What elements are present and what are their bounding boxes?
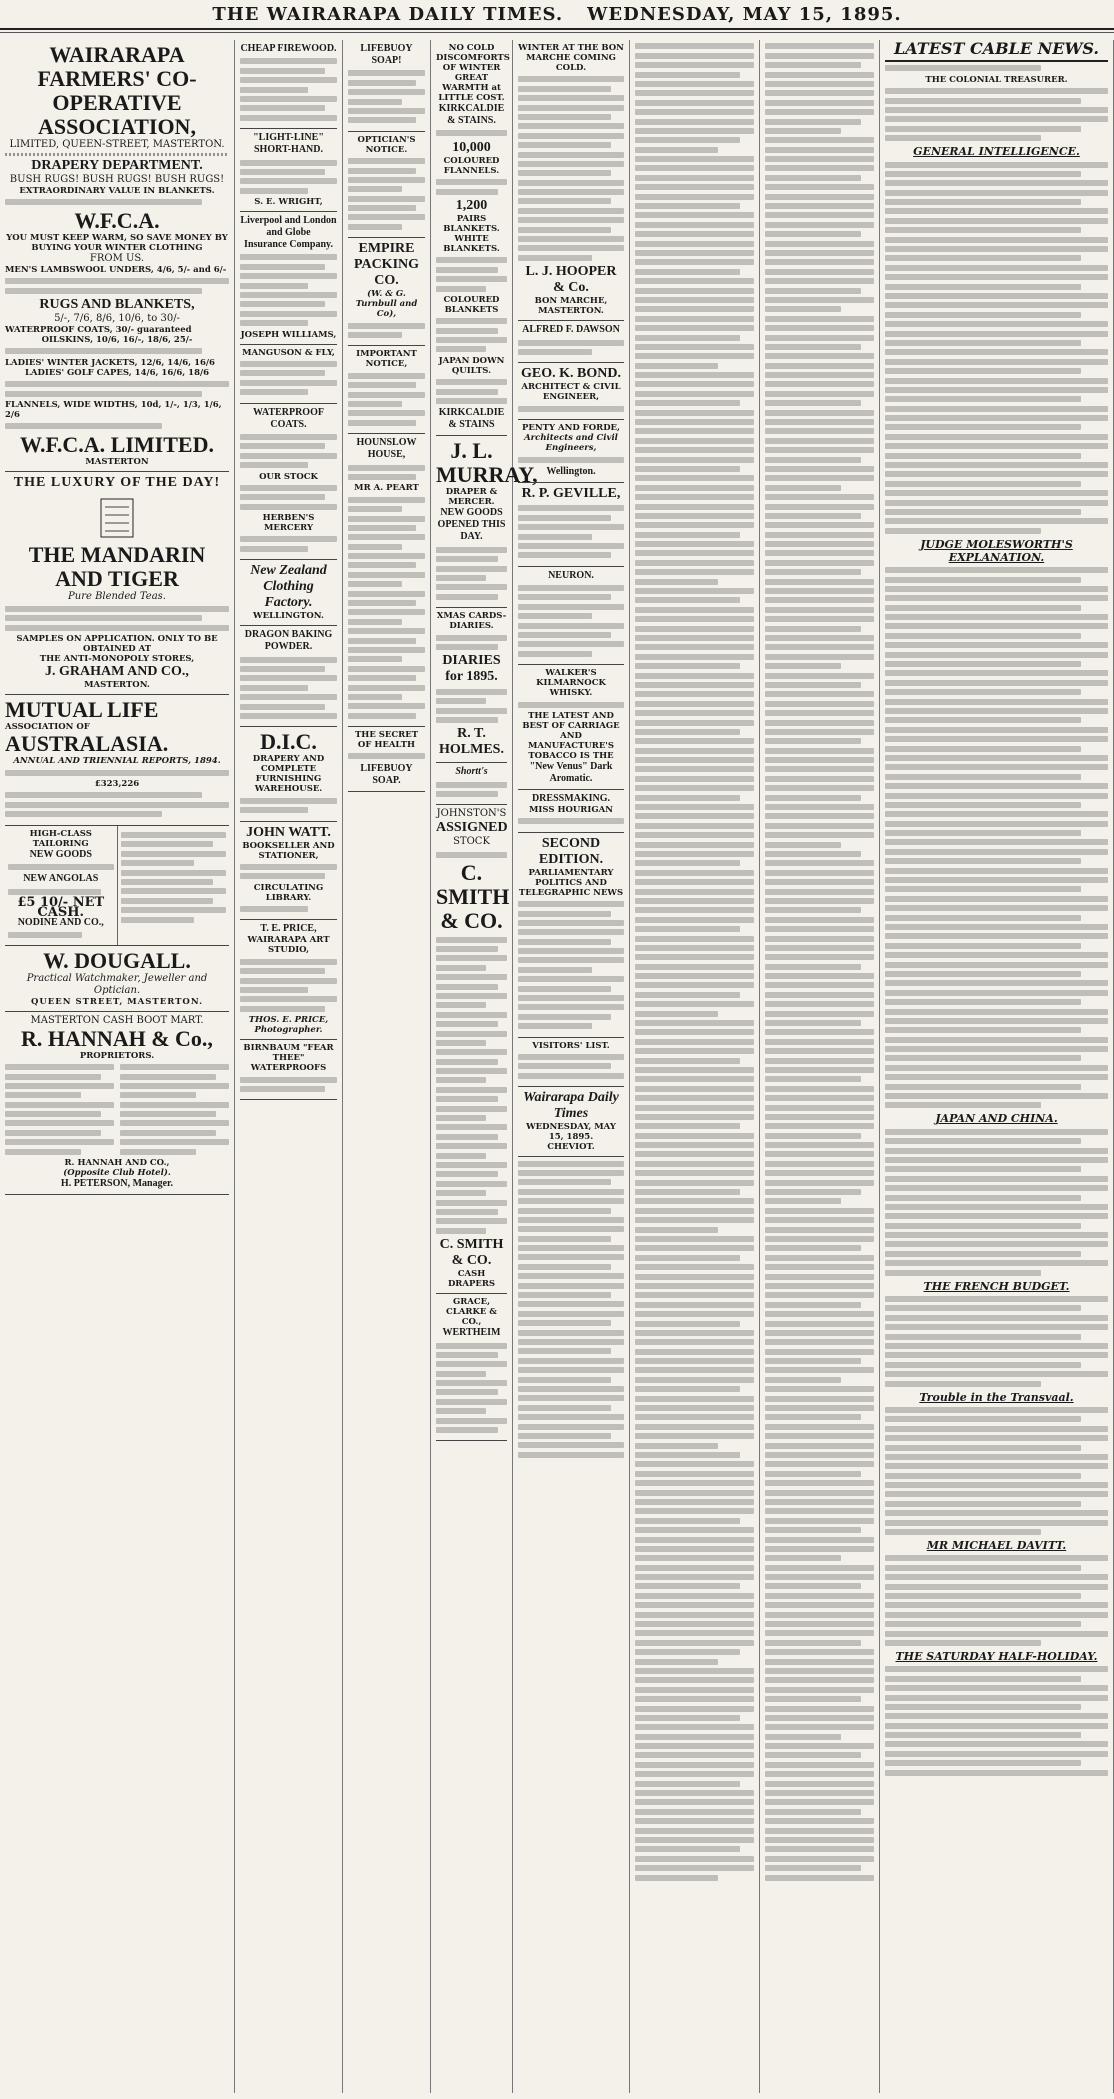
te-price: T. E. PRICE, bbox=[260, 923, 317, 935]
masthead-rule bbox=[0, 32, 1114, 33]
editorial-masthead bbox=[518, 1087, 624, 1157]
samples-line: SAMPLES ON APPLICATION. ONLY TO BE OBTAINED AT bbox=[16, 634, 218, 655]
shortts-ad bbox=[436, 763, 507, 805]
judge-molesworth: JUDGE MOLESWORTH'S EXPLANATION. bbox=[920, 537, 1073, 564]
waterproof-coats: WATERPROOF COATS, 30/- guaranteed bbox=[5, 324, 192, 335]
nodine-co: NODINE AND CO., bbox=[17, 916, 104, 928]
mutual-life-ad bbox=[5, 695, 229, 825]
birnbaum: BIRNBAUM "FEAR THEE" WATERPROOFS bbox=[243, 1043, 334, 1074]
kirkcaldie-ad bbox=[436, 40, 510, 436]
great-warmth: GREAT WARMTH at LITTLE COST. bbox=[438, 73, 505, 103]
secret-health: THE SECRET OF HEALTH bbox=[354, 730, 419, 751]
optician-ad bbox=[348, 132, 425, 239]
photographer: THOS. E. PRICE, Photographer. bbox=[248, 1015, 329, 1036]
xmas-cards: XMAS CARDS-DIARIES. bbox=[436, 611, 507, 632]
mutual-life: MUTUAL LIFE bbox=[5, 697, 159, 723]
walkers-whisky: WALKER'S KILMARNOCK WHISKY. bbox=[536, 668, 606, 699]
farmers-cooperative-ad bbox=[5, 40, 229, 472]
wfca-heading: W.F.C.A. bbox=[74, 207, 160, 233]
transvaal: Trouble in the Transvaal. bbox=[919, 1390, 1074, 1404]
opposite-club: (Opposite Club Hotel). bbox=[63, 1168, 171, 1179]
lightline-shorthand: "LIGHT-LINE" SHORT-HAND. bbox=[253, 132, 324, 156]
visitors-ad bbox=[518, 1038, 624, 1088]
assoc-subtitle: LIMITED, QUEEN-STREET, MASTERTON. bbox=[9, 139, 225, 150]
assigned-stock: STOCK bbox=[453, 836, 490, 848]
architects-engineers: Architects and Civil Engineers, bbox=[524, 433, 618, 454]
no-cold: NO COLD DISCOMFORTS OF WINTER bbox=[436, 43, 510, 73]
neuron-ad bbox=[518, 567, 624, 666]
mens-unders: MEN'S LAMBSWOOL UNDERS, 4/6, 5/- and 6/- bbox=[5, 264, 227, 275]
hebden-mercery: HERBEN'S MERCERY bbox=[262, 513, 315, 534]
waterproof-coats: WATERPROOF COATS. bbox=[253, 406, 324, 430]
hooper-co: L. J. HOOPER & Co. bbox=[525, 264, 617, 296]
assigned: ASSIGNED bbox=[436, 820, 508, 836]
miss-hourigan: MISS HOURIGAN bbox=[529, 804, 613, 815]
masthead-date: WEDNESDAY, MAY 15, 1895. bbox=[587, 3, 902, 25]
tailoring-heading: HIGH-CLASS TAILORING bbox=[29, 828, 92, 849]
cheap-firewood: CHEAP FIREWOOD. bbox=[240, 43, 337, 54]
cash-boot-mart: MASTERTON CASH BOOT MART. bbox=[30, 1014, 204, 1026]
wfca-limited: W.F.C.A. LIMITED. bbox=[20, 431, 214, 457]
dougall-name: W. DOUGALL. bbox=[43, 947, 191, 973]
column-5 bbox=[513, 40, 630, 2093]
column-2 bbox=[235, 40, 343, 2093]
annual-reports: ANNUAL AND TRIENNIAL REPORTS, 1894. bbox=[13, 756, 221, 767]
saturday-half-holiday: THE SATURDAY HALF-HOLIDAY. bbox=[895, 1649, 1098, 1663]
hannah-co: R. HANNAH & Co., bbox=[21, 1025, 213, 1051]
column-1 bbox=[0, 40, 235, 2093]
boot-mart-ad bbox=[5, 1012, 229, 1195]
australasia: AUSTRALASIA. bbox=[5, 731, 169, 757]
hounslow-ad bbox=[348, 434, 425, 727]
queen-street: QUEEN STREET, MASTERTON. bbox=[30, 996, 204, 1007]
visitors-list: VISITORS' LIST. bbox=[532, 1040, 610, 1051]
dic-col1-ad bbox=[118, 826, 230, 945]
grace-clarke-ad bbox=[436, 1294, 507, 1441]
mandarin-tea-ad bbox=[5, 472, 229, 696]
neuron: NEURON. bbox=[548, 569, 594, 581]
kirkcaldie-stains-2: KIRKCALDIE & STAINS bbox=[438, 407, 505, 431]
ladies-jackets: LADIES' WINTER JACKETS, 12/6, 14/6, 16/6 bbox=[5, 357, 215, 368]
mutual-assoc: ASSOCIATION OF bbox=[5, 722, 90, 733]
holmes-ad bbox=[436, 608, 507, 763]
watt-ad bbox=[240, 822, 337, 921]
c-smith-co: C. SMITH & CO. bbox=[436, 860, 510, 934]
net-cash-price: £5 10/- NET CASH. bbox=[17, 895, 105, 920]
wellington: WELLINGTON. bbox=[253, 611, 324, 622]
editorial-text bbox=[518, 1161, 624, 1458]
circulating-library: CIRCULATING LIBRARY. bbox=[253, 882, 324, 903]
lifebuoy-soap-2: LIFEBUOY SOAP. bbox=[360, 762, 413, 786]
tailoring-row bbox=[5, 826, 229, 946]
secret-health-ad bbox=[348, 727, 425, 792]
rugs-blankets: RUGS AND BLANKETS, bbox=[39, 296, 195, 312]
insurance-company: Insurance Company. bbox=[244, 239, 333, 251]
dic-heading: D.I.C. bbox=[260, 729, 317, 755]
clothing-factory-ad bbox=[240, 560, 337, 626]
watchmaker: Practical Watchmaker, Jeweller and Optician. bbox=[26, 972, 208, 996]
bush-rugs: BUSH RUGS! BUSH RUGS! BUSH RUGS! bbox=[9, 174, 225, 185]
hannah-address: R. HANNAH AND CO., bbox=[64, 1158, 170, 1169]
peterson-manager: H. PETERSON, Manager. bbox=[60, 1178, 174, 1190]
bookseller: BOOKSELLER AND STATIONER, bbox=[242, 840, 335, 861]
bonus-amount: £323,226 bbox=[94, 779, 140, 790]
nodine-ad bbox=[5, 826, 118, 945]
dressmaking-ad bbox=[518, 790, 624, 833]
luxury-heading: THE LUXURY OF THE DAY! bbox=[13, 474, 221, 490]
dic-drapery: DRAPERY AND COMPLETE FURNISHING WAREHOUSE. bbox=[252, 754, 325, 795]
lifebuoy-soap: LIFEBUOY SOAP! bbox=[360, 43, 413, 66]
firewood-ad bbox=[240, 40, 337, 129]
wdt-editorial-date: WEDNESDAY, MAY 15, 1895. bbox=[526, 1122, 616, 1143]
dougall-ad bbox=[5, 946, 229, 1012]
cash-drapers: CASH DRAPERS bbox=[447, 1269, 496, 1290]
winter-bon-marche: WINTER AT THE BON MARCHE COMING COLD. bbox=[518, 43, 624, 73]
second-edition-heading: SECOND EDITION. bbox=[538, 835, 604, 867]
wertheim: WERTHEIM bbox=[442, 1327, 501, 1339]
liverpool-globe: Liverpool and London and Globe bbox=[240, 215, 337, 239]
murray-ad bbox=[436, 436, 538, 608]
dressmaking: DRESSMAKING. bbox=[531, 792, 611, 804]
yards-count: 10,000 bbox=[452, 139, 491, 155]
penty-wellington: Wellington. bbox=[546, 465, 596, 477]
column-3 bbox=[343, 40, 431, 2093]
birnbaum-ad bbox=[240, 1040, 337, 1100]
jl-murray: J. L. MURRAY, bbox=[436, 438, 538, 488]
column-4 bbox=[431, 40, 538, 2093]
drapery-heading: DRAPERY DEPARTMENT. bbox=[31, 158, 203, 173]
optician-notice: OPTICIAN'S NOTICE. bbox=[357, 134, 416, 155]
rugs-prices: 5/-, 7/6, 8/6, 10/6, to 30/- bbox=[54, 312, 180, 324]
colonial-treasurer: THE COLONIAL TREASURER. bbox=[925, 74, 1068, 85]
blended-teas: Pure Blended Teas. bbox=[68, 590, 166, 602]
insurance-ad bbox=[240, 212, 337, 345]
new-goods-opened: NEW GOODS OPENED THIS DAY. bbox=[437, 507, 506, 543]
empire-ad bbox=[348, 238, 425, 346]
diaries-1895: DIARIES for 1895. bbox=[442, 653, 501, 685]
cheviot: CHEVIOT. bbox=[547, 1142, 595, 1153]
wfca-town: MASTERTON bbox=[85, 456, 149, 467]
news-text-col7 bbox=[765, 43, 874, 1880]
hounslow-house: HOUNSLOW HOUSE, bbox=[356, 437, 417, 461]
graham-co: J. GRAHAM AND CO., bbox=[45, 664, 189, 680]
newspaper-masthead bbox=[0, 0, 1114, 30]
penty-forde: PENTY AND FORDE, bbox=[522, 423, 620, 434]
tobacco-line: THE LATEST AND BEST OF CARRIAGE AND MANUFACTURE'S TOBACCO IS THE bbox=[522, 710, 620, 761]
golf-capes: LADIES' GOLF CAPES, 14/6, 16/6, 18/6 bbox=[24, 367, 210, 378]
winter-clothing: YOU MUST KEEP WARM, SO SAVE MONEY BY BUYING YOUR WINTER CLOTHING bbox=[6, 232, 228, 253]
anti-monopoly: THE ANTI-MONOPOLY STORES, bbox=[39, 654, 195, 665]
dragon-ad bbox=[240, 626, 337, 727]
graham-town: MASTERTON. bbox=[84, 680, 150, 691]
michael-davitt: MR MICHAEL DAVITT. bbox=[926, 1539, 1067, 1553]
price-ad bbox=[240, 920, 337, 1040]
bond-ad bbox=[518, 363, 624, 420]
assoc-title: WAIRARAPA FARMERS' CO-OPERATIVE ASSOCIATION, bbox=[37, 42, 197, 139]
wdt-editorial-title: Wairarapa Daily Times bbox=[523, 1090, 619, 1122]
shorthand-ad bbox=[240, 129, 337, 212]
coloured-flannels: COLOURED FLANNELS. bbox=[443, 155, 500, 176]
turnbull: (W. & G. Turnbull and Co), bbox=[355, 289, 418, 320]
soap-ad bbox=[348, 40, 425, 132]
column-7 bbox=[760, 40, 880, 2093]
oilskins: OILSKINS, 10/6, 16/-, 18/6, 25/- bbox=[41, 334, 193, 345]
masthead-title: THE WAIRARAPA DAILY TIMES. bbox=[212, 3, 564, 25]
pairs-count: 1,200 bbox=[455, 197, 488, 213]
geville-ad bbox=[518, 483, 624, 567]
french-budget: THE FRENCH BUDGET. bbox=[923, 1279, 1070, 1293]
notice-ad bbox=[348, 346, 425, 434]
bon-marche-masterton: BON MARCHE, MASTERTON. bbox=[534, 296, 608, 317]
japan-and-china: JAPAN AND CHINA. bbox=[935, 1112, 1058, 1126]
johnstons: JOHNSTON'S bbox=[436, 808, 507, 820]
new-goods: NEW GOODS bbox=[29, 848, 92, 860]
manguson-ad bbox=[240, 345, 337, 404]
dawson-ad bbox=[518, 321, 624, 363]
white-blankets: WHITE BLANKETS. bbox=[443, 233, 500, 254]
architect-engineer: ARCHITECT & CIVIL ENGINEER, bbox=[521, 382, 621, 403]
manguson-fly: MANGUSON & FLY, bbox=[242, 347, 335, 358]
waterproof-ad bbox=[240, 404, 337, 561]
pairs-blankets: PAIRS BLANKETS. bbox=[443, 213, 500, 234]
rt-holmes: R. T. HOLMES. bbox=[439, 726, 504, 758]
kirkcaldie-stains: KIRKCALDIE & STAINS. bbox=[438, 103, 505, 126]
column-8 bbox=[880, 40, 1114, 2093]
from-us: FROM US. bbox=[89, 252, 145, 264]
bon-marche-ad bbox=[518, 40, 624, 321]
wright-name: S. E. WRIGHT, bbox=[254, 197, 323, 208]
rp-geville: R. P. GEVILLE, bbox=[521, 485, 621, 501]
mandarin-tiger: THE MANDARIN AND TIGER bbox=[28, 541, 206, 591]
new-angolas: NEW ANGOLAS bbox=[23, 873, 99, 885]
coloured-blankets: COLOURED BLANKETS bbox=[443, 294, 500, 315]
john-watt: JOHN WATT. bbox=[246, 824, 331, 840]
dic-ad bbox=[240, 727, 337, 821]
agent-name: JOSEPH WILLIAMS, bbox=[240, 329, 337, 340]
peart: MR A. PEART bbox=[354, 483, 419, 494]
general-intelligence: GENERAL INTELLIGENCE. bbox=[913, 145, 1080, 159]
parliamentary-politics: PARLIAMENTARY POLITICS AND TELEGRAPHIC NEWS bbox=[518, 867, 624, 898]
new-venus: "New Venus" Dark Aromatic. bbox=[529, 760, 613, 784]
important-notice: IMPORTANT NOTICE, bbox=[356, 349, 417, 370]
draper-mercer: DRAPER & MERCER. bbox=[445, 487, 498, 508]
whisky-ad bbox=[518, 665, 624, 790]
column-6 bbox=[630, 40, 760, 2093]
tea-chest-icon bbox=[97, 493, 137, 541]
c-smith-co-2: C. SMITH & CO. bbox=[439, 1237, 504, 1269]
latest-cable-news: LATEST CABLE NEWS. bbox=[885, 40, 1108, 62]
shortts: Shortt's bbox=[455, 766, 488, 778]
geo-bond: GEO. K. BOND. bbox=[521, 366, 621, 382]
empire-packing: EMPIRE PACKING CO. bbox=[353, 241, 420, 289]
penty-ad bbox=[518, 420, 624, 483]
second-edition bbox=[518, 833, 624, 1038]
proprietors: PROPRIETORS. bbox=[79, 1050, 155, 1061]
dragon-baking: DRAGON BAKING POWDER. bbox=[244, 629, 333, 653]
nz-clothing-factory: New Zealand Clothing Factory. bbox=[250, 563, 327, 611]
flannels: FLANNELS, WIDE WIDTHS, 10d, 1/-, 1/3, 1/6, 2/6 bbox=[5, 399, 222, 420]
blankets-line: EXTRAORDINARY VALUE IN BLANKETS. bbox=[19, 186, 215, 196]
divider bbox=[5, 153, 229, 156]
our-stock: OUR STOCK bbox=[259, 471, 318, 482]
japan-down-quilts: JAPAN DOWN QUILTS. bbox=[438, 355, 505, 376]
dawson: ALFRED F. DAWSON bbox=[522, 324, 620, 336]
news-text-col6 bbox=[635, 43, 754, 1880]
grace-clarke: GRACE, CLARKE & CO., bbox=[446, 1297, 497, 1328]
art-studio: WAIRARAPA ART STUDIO, bbox=[247, 935, 330, 956]
smith-ad bbox=[436, 805, 510, 1294]
